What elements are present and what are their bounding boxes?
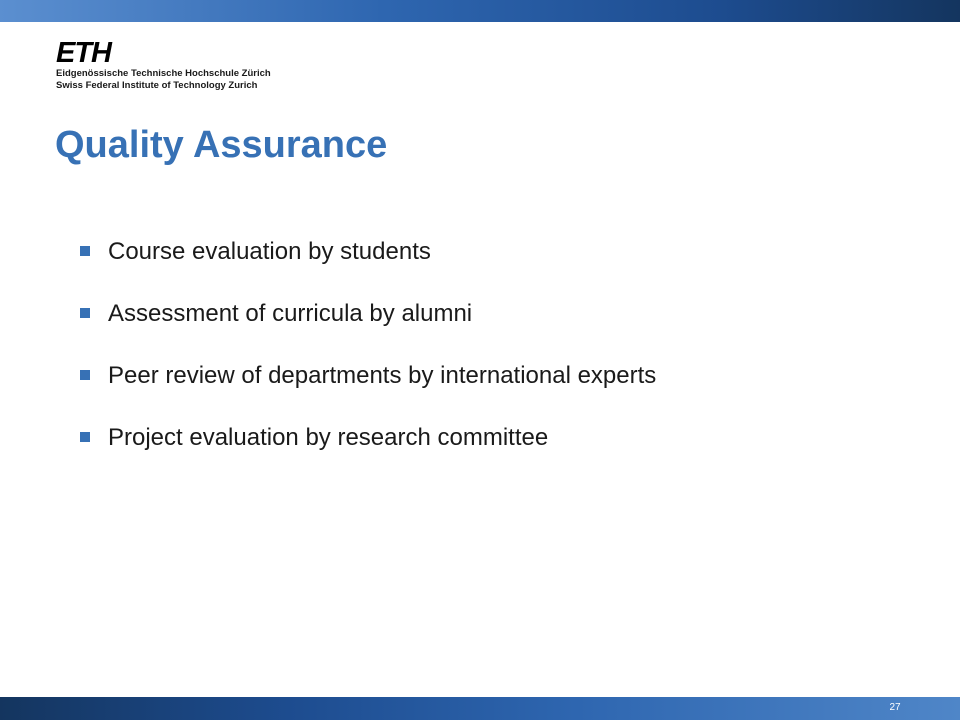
page-number: 27: [889, 702, 901, 713]
square-bullet-icon: [80, 370, 90, 380]
bottom-footer-bar: [0, 697, 960, 720]
bullet-text: Assessment of curricula by alumni: [108, 300, 473, 327]
eth-logo-german-name: Eidgenössische Technische Hochschule Zürich: [56, 68, 271, 79]
top-header-bar: [0, 0, 960, 22]
eth-logo-english-name: Swiss Federal Institute of Technology Zurich: [56, 80, 258, 91]
eth-logo-mark: ETH: [56, 37, 111, 69]
square-bullet-icon: [80, 432, 90, 442]
slide-title: Quality Assurance: [55, 124, 388, 166]
square-bullet-icon: [80, 246, 90, 256]
bullet-text: Course evaluation by students: [108, 238, 431, 265]
square-bullet-icon: [80, 308, 90, 318]
eth-logo: [56, 37, 271, 92]
bullet-text: Peer review of departments by international experts: [108, 362, 657, 389]
bullet-text: Project evaluation by research committee: [108, 424, 549, 451]
